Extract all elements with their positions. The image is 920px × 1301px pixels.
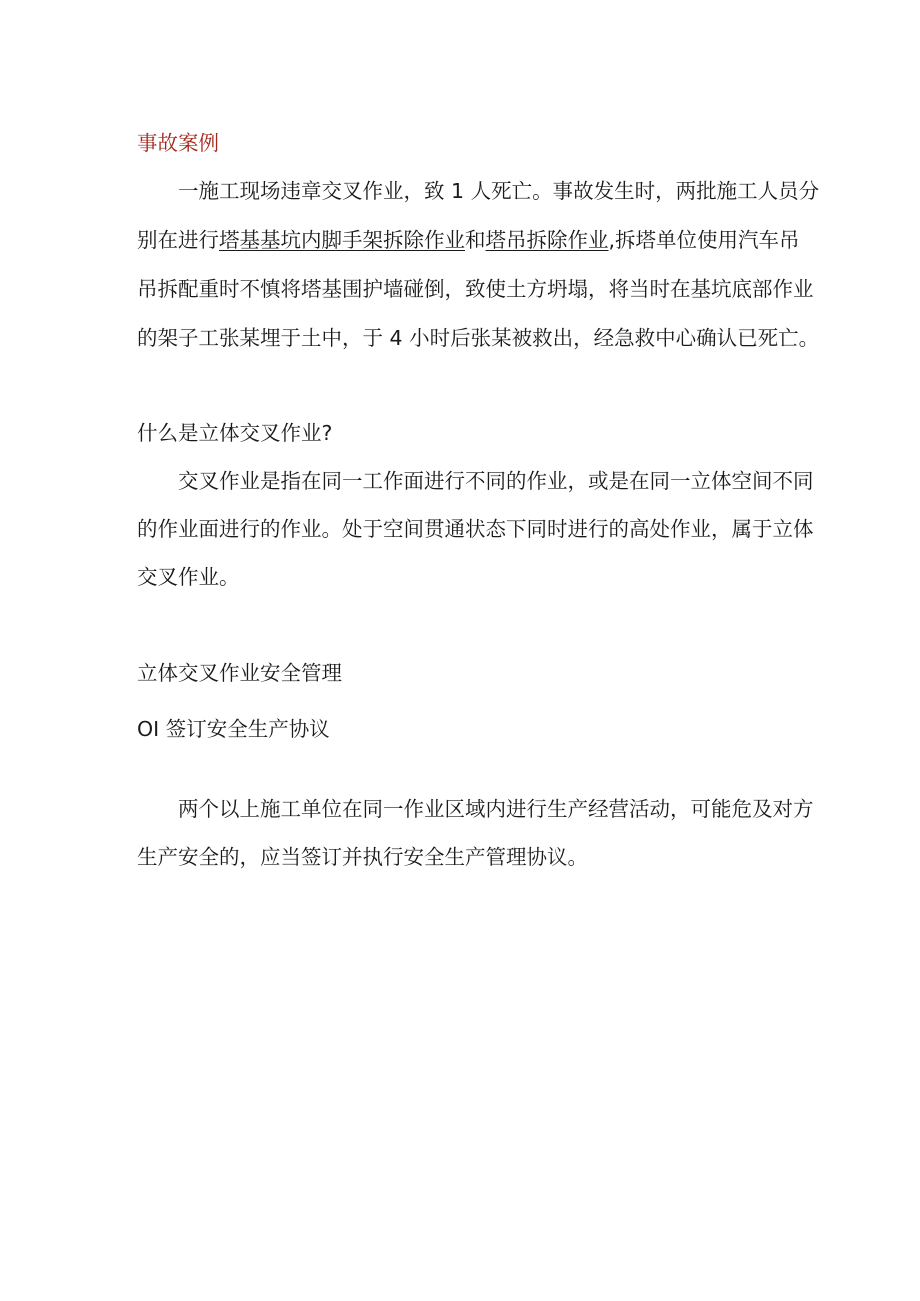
case-heading: 事故案例 (137, 131, 219, 155)
case-paragraph-line-1: 一施工现场违章交叉作业，致 1 人死亡。事故发生时，两批施工人员分 (178, 179, 820, 203)
agreement-paragraph-line-1: 两个以上施工单位在同一作业区域内进行生产经营活动，可能危及对方 (178, 797, 814, 821)
what-paragraph-line-2: 的作业面进行的作业。处于空间贯通状态下同时进行的高处作业，属于立体 (137, 517, 814, 541)
agreement-subheading: OI 签订安全生产协议 (137, 717, 330, 741)
case-paragraph-line-3: 吊拆配重时不慎将塔基围护墙碰倒，致使土方坍塌，将当时在基坑底部作业 (137, 277, 814, 301)
agreement-paragraph-line-2: 生产安全的，应当签订并执行安全生产管理协议。 (137, 845, 588, 869)
demolition-scaffold-link[interactable]: 塔基基坑内脚手架拆除作业 (219, 228, 465, 252)
case-line2-mid: 和 (465, 228, 486, 252)
management-heading: 立体交叉作业安全管理 (137, 661, 342, 685)
case-line2-prefix: 别在进行 (137, 228, 219, 252)
what-paragraph-line-3: 交叉作业。 (137, 565, 240, 589)
case-paragraph-line-4: 的架子工张某埋于土中，于 4 小时后张某被救出，经急救中心确认已死亡。 (137, 326, 820, 350)
what-paragraph-line-1: 交叉作业是指在同一工作面进行不同的作业，或是在同一立体空间不同 (178, 469, 814, 493)
case-line2-suffix: ,拆塔单位使用汽车吊 (608, 228, 800, 252)
what-heading: 什么是立体交叉作业? (137, 421, 333, 445)
tower-crane-demolition-link[interactable]: 塔吊拆除作业 (485, 228, 609, 252)
case-paragraph-line-2 (137, 228, 800, 252)
